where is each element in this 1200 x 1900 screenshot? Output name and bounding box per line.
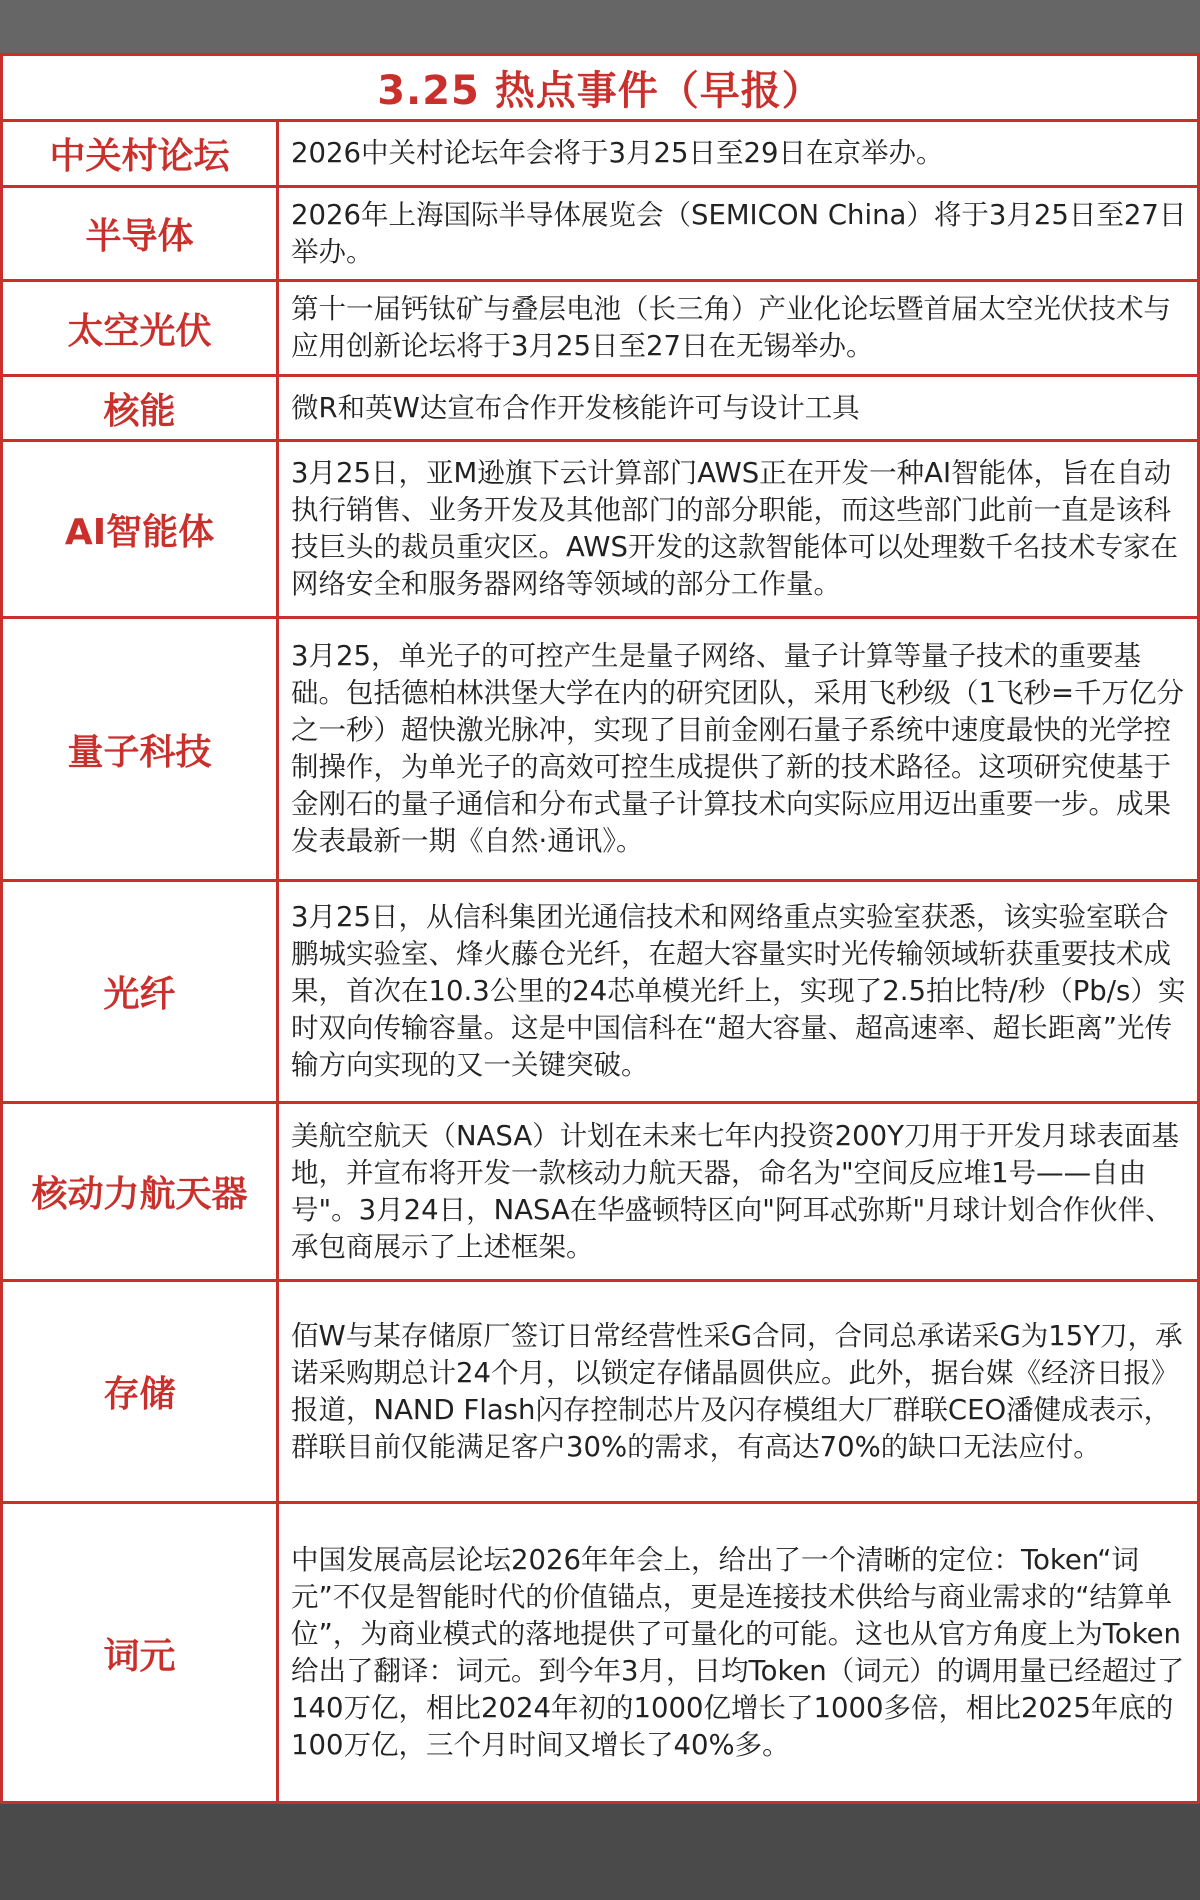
- hot-events-table: [0, 53, 1200, 1804]
- event-description: [279, 188, 1197, 279]
- event-text: 佰W与某存储原厂签订日常经营性采G合同，合同总承诺采G为15Y刀，承诺采购期总计24个月，以锁定存储晶圆供应。此外，据台媒《经济日报》报道，NAND Flash闪存控制芯片及闪存模组大厂群联CEO潘健成表示，群联目前仅能满足客户30%的需求，有高达70%的缺口无法应付。: [291, 1319, 1183, 1463]
- topic-label: 存储: [3, 1282, 279, 1501]
- topic-label: 太空光伏: [3, 282, 279, 374]
- event-description: [279, 1104, 1197, 1279]
- table-row: [3, 1104, 1197, 1282]
- topic-label: 核能: [3, 377, 279, 439]
- event-text: 2026年上海国际半导体展览会（SEMICON China）将于3月25日至27日举办。: [291, 198, 1187, 268]
- table-row: [3, 122, 1197, 188]
- event-text: 3月25日，亚M逊旗下云计算部门AWS正在开发一种AI智能体，旨在自动执行销售、业务开发及其他部门的部分职能，而这些部门此前一直是该科技巨头的裁员重灾区。AWS开发的这款智能体可以处理数千名技术专家在网络安全和服务器网络等领域的部分工作量。: [291, 457, 1178, 600]
- event-description: [279, 377, 1197, 439]
- table-row: [3, 442, 1197, 619]
- topic-label: 光纤: [3, 882, 279, 1101]
- table-row: [3, 377, 1197, 442]
- event-description: [279, 882, 1197, 1101]
- table-row: [3, 619, 1197, 882]
- event-description: [279, 619, 1197, 879]
- table-row: [3, 282, 1197, 377]
- event-description: [279, 442, 1197, 616]
- event-text: 2026中关村论坛年会将于3月25日至29日在京举办。: [291, 137, 944, 169]
- topic-label: 词元: [3, 1504, 279, 1802]
- table-row: [3, 882, 1197, 1104]
- event-text: 中国发展高层论坛2026年年会上，给出了一个清晰的定位：Token“词元”不仅是智能时代的价值锚点，更是连接技术供给与商业需求的“结算单位”，为商业模式的落地提供了可量化的可能。这也从官方角度上为Token给出了翻译：词元。到今年3月，日均Token（词元）的调用量已经超过了140万亿，相比2024年初的1000亿增长了1000多倍，相比2025年底的100万亿，三个月时间又增长了40%多。: [291, 1544, 1185, 1761]
- topic-label: AI智能体: [3, 442, 279, 616]
- table-row: [3, 188, 1197, 282]
- event-text: 第十一届钙钛矿与叠层电池（长三角）产业化论坛暨首届太空光伏技术与应用创新论坛将于3月25日至27日在无锡举办。: [291, 293, 1171, 362]
- event-text: 3月25，单光子的可控产生是量子网络、量子计算等量子技术的重要基础。包括德柏林洪堡大学在内的研究团队，采用飞秒级（1飞秒=千万亿分之一秒）超快激光脉冲，实现了目前金刚石量子系统中速度最快的光学控制操作，为单光子的高效可控生成提供了新的技术路径。这项研究使基于金刚石的量子通信和分布式量子计算技术向实际应用迈出重要一步。成果发表最新一期《自然·通讯》。: [291, 640, 1185, 857]
- bottom-bar: [0, 1804, 1200, 1900]
- event-description: [279, 122, 1197, 185]
- table-row: [3, 1282, 1197, 1504]
- event-text: 3月25日，从信科集团光通信技术和网络重点实验室获悉，该实验室联合鹏城实验室、烽火藤仓光纤，在超大容量实时光传输领域斩获重要技术成果，首次在10.3公里的24芯单模光纤上，实现了2.5拍比特/秒（Pb/s）实时双向传输容量。这是中国信科在“超大容量、超高速率、超长距离”光传输方向实现的又一关键突破。: [291, 901, 1186, 1081]
- event-text: 微R和英W达宣布合作开发核能许可与设计工具: [291, 391, 860, 424]
- table-row: [3, 1504, 1197, 1802]
- event-description: [279, 1282, 1197, 1501]
- top-bar: [0, 0, 1200, 53]
- topic-label: 量子科技: [3, 619, 279, 879]
- event-text: 美航空航天（NASA）计划在未来七年内投资200Y刀用于开发月球表面基地，并宣布将开发一款核动力航天器，命名为"空间反应堆1号——自由号"。3月24日，NASA在华盛顿特区向"阿耳忒弥斯"月球计划合作伙伴、承包商展示了上述框架。: [291, 1119, 1179, 1263]
- topic-label: 中关村论坛: [3, 122, 279, 185]
- topic-label: 核动力航天器: [3, 1104, 279, 1279]
- event-description: [279, 282, 1197, 374]
- event-description: [279, 1504, 1197, 1802]
- table-title: 3.25 热点事件（早报）: [3, 56, 1197, 122]
- topic-label: 半导体: [3, 188, 279, 279]
